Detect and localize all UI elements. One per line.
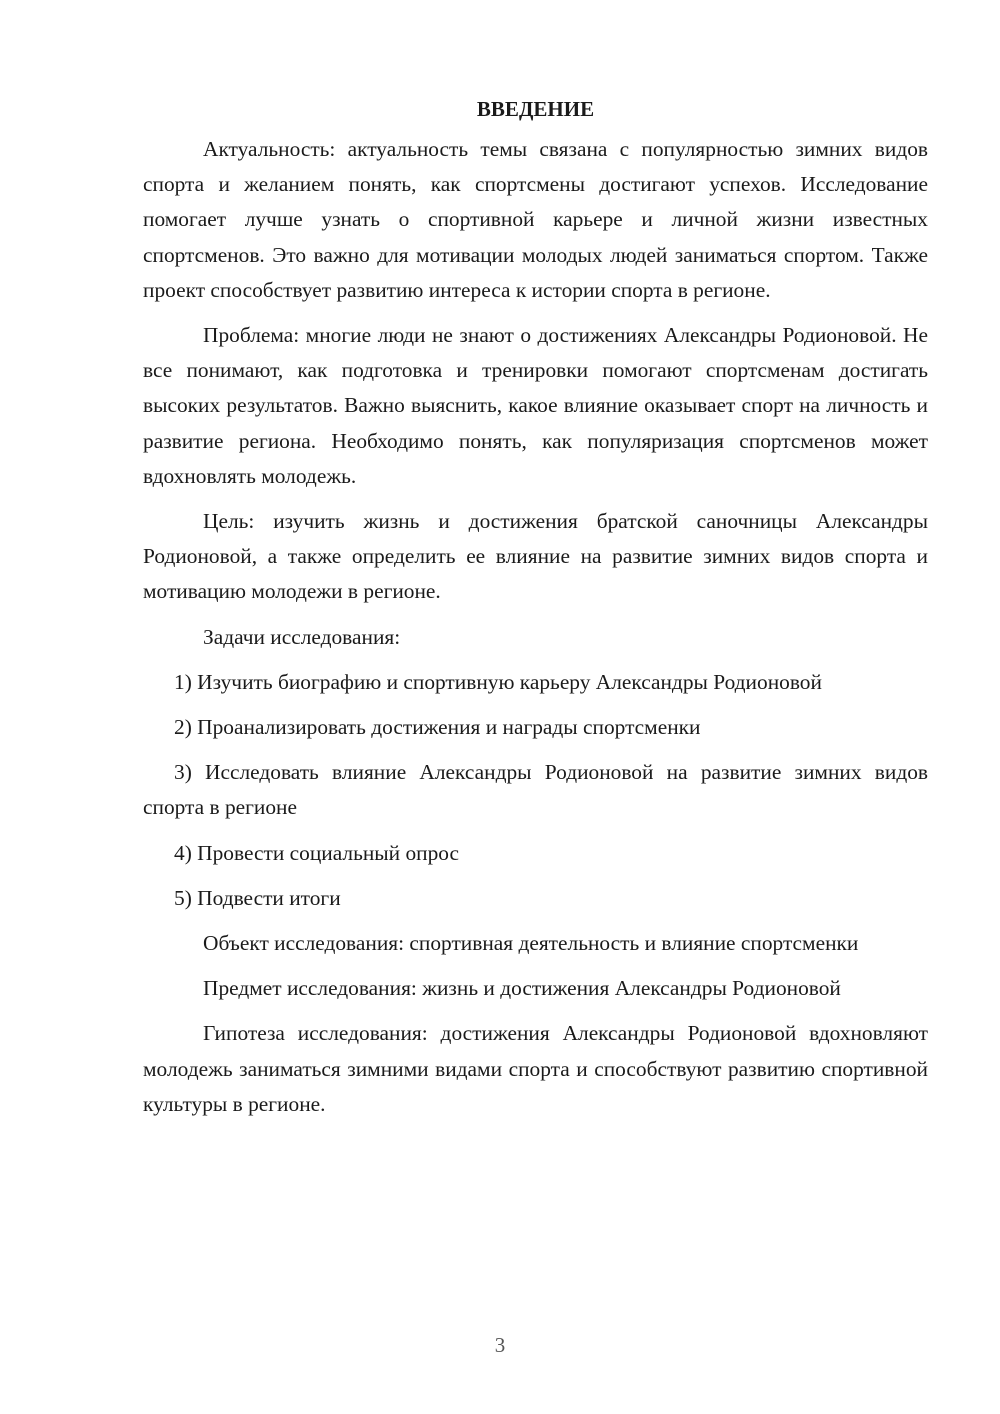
task-item: 3) Исследовать влияние Александры Родионовой на развитие зимних видов спорта в регионе	[143, 760, 928, 820]
relevance-paragraph: Актуальность: актуальность темы связана с популярностью зимних видов спорта и желанием понять, как спортсмены достигают успехов. Исследование помогает лучше узнать о спортивной карьере и личной жизни известных спортсменов. Это важно для мотивации молодых людей заниматься спортом. Также проект способствует развитию интереса к истории спорта в регионе.	[143, 137, 928, 302]
task-item: 5) Подвести итоги	[174, 885, 341, 910]
goal-paragraph: Цель: изучить жизнь и достижения братской саночницы Александры Родионовой, а также определить ее влияние на развитие зимних видов спорта и мотивацию молодежи в регионе.	[143, 509, 928, 604]
page-number: 3	[494, 1333, 506, 1357]
tasks-heading: Задачи исследования:	[203, 624, 401, 649]
subject-paragraph: Предмет исследования: жизнь и достижения Александры Родионовой	[203, 976, 841, 1001]
task-item: 4) Провести социальный опрос	[174, 840, 460, 865]
object-paragraph: Объект исследования: спортивная деятельность и влияние спортсменки	[203, 931, 859, 956]
task-item: 1) Изучить биографию и спортивную карьеру Александры Родионовой	[174, 669, 822, 694]
hypothesis-paragraph: Гипотеза исследования: достижения Александры Родионовой вдохновляют молодежь заниматься зимними видами спорта и способствуют развитию спортивной культуры в регионе.	[143, 1021, 928, 1116]
task-item: 2) Проанализировать достижения и награды спортсменки	[174, 715, 701, 740]
problem-paragraph: Проблема: многие люди не знают о достижениях Александры Родионовой. Не все понимают, как подготовка и тренировки помогают спортсменам достигать высоких результатов. Важно выяснить, какое влияние оказывает спорт на личность и развитие региона. Необходимо понять, как популяризация спортсменов может вдохновлять молодежь.	[143, 323, 928, 488]
document-page	[143, 92, 928, 1122]
section-title: ВВЕДЕНИЕ	[476, 97, 595, 121]
